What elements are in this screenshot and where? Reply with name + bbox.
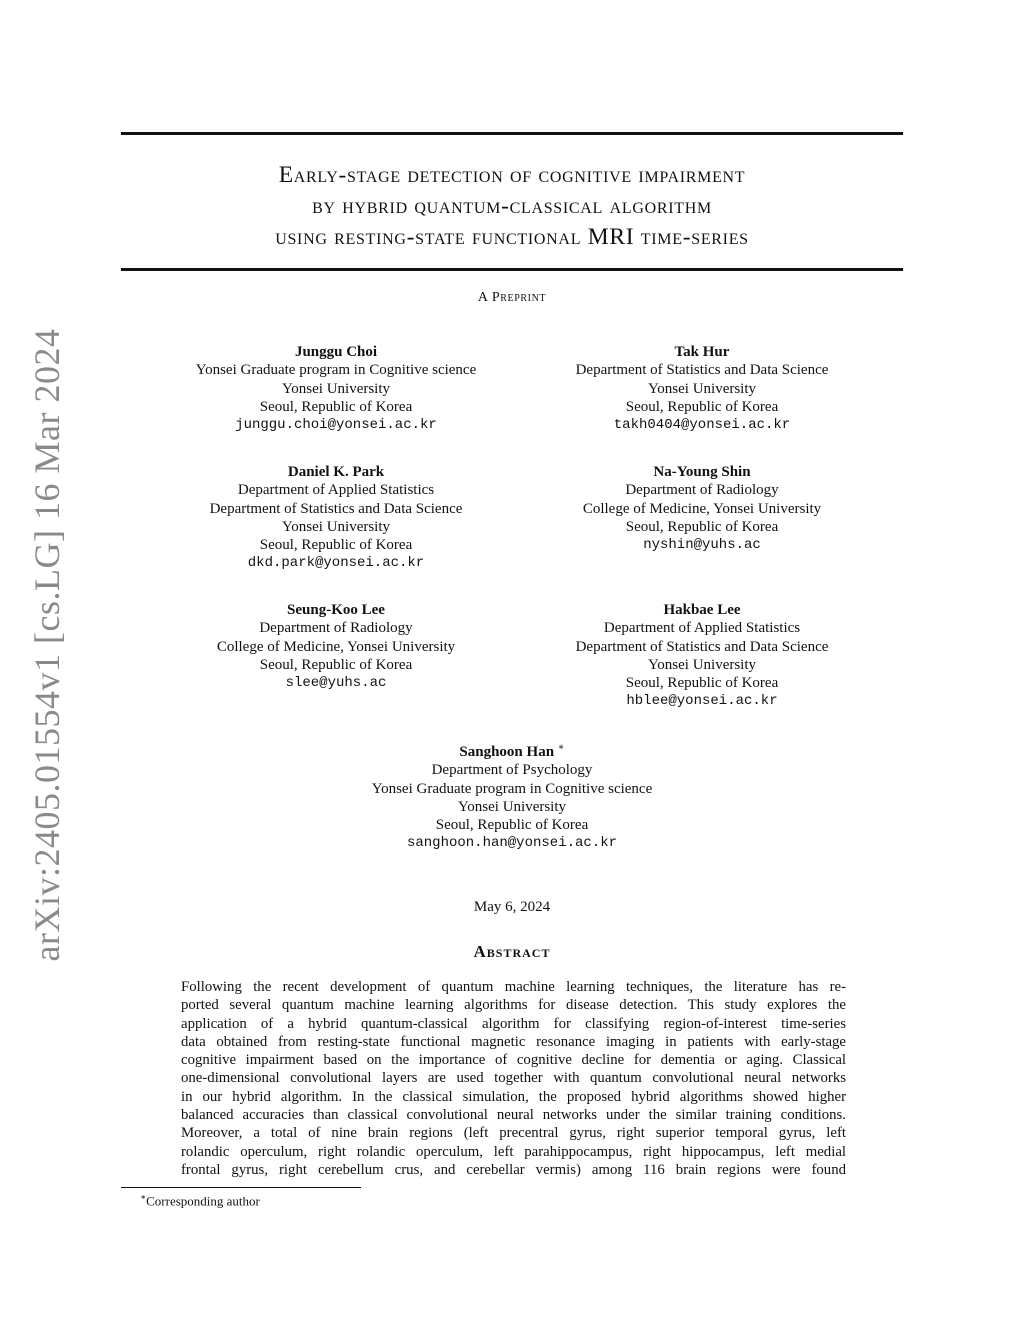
author-name: Seung-Koo Lee xyxy=(287,602,385,618)
author-affiliation: Yonsei Graduate program in Cognitive science xyxy=(195,362,477,379)
title-line: by hybrid quantum-classical algorithm xyxy=(312,193,712,219)
author-affiliation: Seoul, Republic of Korea xyxy=(259,398,413,415)
abstract-line: ported several quantum machine learning algorithms for disease detection. This study explores the xyxy=(181,997,846,1014)
author-affiliation: Department of Statistics and Data Science xyxy=(575,362,829,379)
author-affiliation: Seoul, Republic of Korea xyxy=(625,675,779,692)
title-line: Early-stage detection of cognitive impairment xyxy=(278,162,746,188)
abstract-line: balanced accuracies than classical convolutional neural networks under the similar training conditions. xyxy=(181,1107,846,1124)
author-affiliation: Yonsei University xyxy=(281,518,391,535)
title-bottom-rule xyxy=(121,268,903,271)
author-affiliation: Seoul, Republic of Korea xyxy=(435,817,589,834)
author-affiliation: Seoul, Republic of Korea xyxy=(625,518,779,535)
author-affiliation: Department of Applied Statistics xyxy=(237,482,435,499)
abstract-line: Moreover, a total of nine brain regions (left precentral gyrus, right superior temporal gyrus, left xyxy=(181,1125,846,1142)
author-block xyxy=(492,463,912,554)
author-name: Junggu Choi xyxy=(294,344,378,360)
author-affiliation: Seoul, Republic of Korea xyxy=(259,537,413,554)
author-name: Hakbae Lee xyxy=(663,602,741,618)
author-email[interactable]: sanghoon.han@yonsei.ac.kr xyxy=(406,835,618,852)
author-block xyxy=(126,343,546,434)
author-affiliation: Department of Radiology xyxy=(625,482,779,499)
author-affiliation: Seoul, Republic of Korea xyxy=(625,398,779,415)
author-email[interactable]: hblee@yonsei.ac.kr xyxy=(626,693,778,710)
author-block xyxy=(492,601,912,711)
author-affiliation: Department of Radiology xyxy=(259,620,413,637)
author-email[interactable]: takh0404@yonsei.ac.kr xyxy=(613,417,791,434)
author-name xyxy=(302,739,722,761)
author-affiliation: Yonsei University xyxy=(647,656,757,673)
author-email[interactable]: slee@yuhs.ac xyxy=(285,675,387,692)
author-name: Na-Young Shin xyxy=(653,464,751,480)
abstract-line: rolandic operculum, right rolandic operculum, left parahippocampus, right hippocampus, left medial xyxy=(181,1143,846,1160)
abstract-heading: Abstract xyxy=(473,942,551,961)
author-affiliation: Department of Statistics and Data Science xyxy=(209,500,463,517)
abstract-line: frontal gyrus, right cerebellum crus, and cerebellar vermis) among 116 brain regions were found xyxy=(181,1161,846,1178)
author-email[interactable]: nyshin@yuhs.ac xyxy=(643,537,761,554)
author-affiliation: Yonsei University xyxy=(647,380,757,397)
abstract-line: Following the recent development of quantum machine learning techniques, the literature has re- xyxy=(181,979,846,995)
footnote-text: Corresponding author xyxy=(146,1193,260,1209)
abstract-line: application of a hybrid quantum-classical algorithm for classifying region-of-interest time-series xyxy=(181,1015,846,1032)
author-name-text: Sanghoon Han xyxy=(459,744,555,760)
author-affiliation: College of Medicine, Yonsei University xyxy=(216,638,456,655)
footnote-rule xyxy=(121,1187,361,1188)
author-affiliation: Yonsei University xyxy=(457,798,567,815)
author-block xyxy=(126,601,546,692)
paper-title xyxy=(121,160,903,253)
author-email[interactable]: dkd.park@yonsei.ac.kr xyxy=(247,555,425,572)
abstract-line: data obtained from resting-state functional magnetic resonance imaging in patients with early-stage xyxy=(181,1033,846,1050)
author-affiliation: Yonsei University xyxy=(281,380,391,397)
author-name: Daniel K. Park xyxy=(287,464,385,480)
title-line: using resting-state functional MRI time-series xyxy=(275,224,749,250)
title-top-rule xyxy=(121,132,903,135)
arxiv-identifier: arXiv:2405.01554v1 [cs.LG] 16 Mar 2024 xyxy=(27,328,67,962)
author-block xyxy=(126,463,546,573)
publication-date: May 6, 2024 xyxy=(473,899,551,915)
author-affiliation: Seoul, Republic of Korea xyxy=(259,656,413,673)
abstract-body xyxy=(181,978,846,1179)
footnote xyxy=(140,1192,260,1209)
preprint-label: A Preprint xyxy=(477,290,547,305)
author-block xyxy=(302,739,722,853)
author-affiliation: College of Medicine, Yonsei University xyxy=(582,500,822,517)
footnote-marker: ∗ xyxy=(140,1192,147,1202)
author-affiliation: Department of Psychology xyxy=(431,762,593,779)
author-block xyxy=(492,343,912,434)
abstract-line: in our hybrid algorithm. In the classical simulation, the proposed hybrid algorithms showed higher xyxy=(181,1088,846,1105)
author-affiliation: Yonsei Graduate program in Cognitive science xyxy=(371,780,653,797)
author-email[interactable]: junggu.choi@yonsei.ac.kr xyxy=(235,417,437,434)
author-affiliation: Department of Statistics and Data Science xyxy=(575,638,829,655)
author-name: Tak Hur xyxy=(674,344,730,360)
author-affiliation: Department of Applied Statistics xyxy=(603,620,801,637)
corresponding-author-marker: ∗ xyxy=(557,742,565,753)
abstract-line: one-dimensional convolutional layers are used together with quantum convolutional neural networks xyxy=(181,1070,846,1087)
abstract-line: cognitive impairment based on the importance of cognitive decline for dementia or aging. Classical xyxy=(181,1052,846,1069)
